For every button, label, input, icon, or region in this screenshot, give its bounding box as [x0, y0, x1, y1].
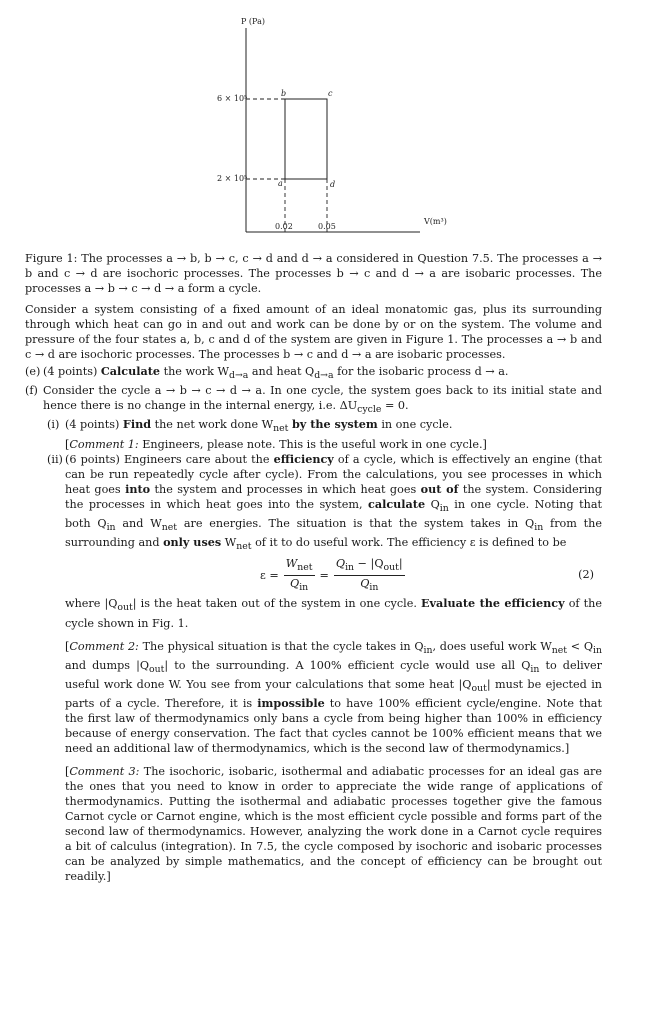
ii-b2: into [125, 481, 151, 496]
comment-1-label: Comment 1: [69, 437, 139, 451]
c2-t5: | to the surrounding. A 100% efficient cycle would use all Q [164, 658, 531, 672]
comment-2-label: Comment 2: [69, 639, 139, 653]
where-s1: out [117, 602, 133, 614]
ii-b1: efficiency [273, 451, 334, 466]
part-f [25, 383, 602, 417]
eq-equals: = [319, 568, 329, 582]
eq-f2-num-a: Q [335, 556, 346, 570]
eq-f2-den: Q [360, 576, 370, 590]
part-i-text-b: in one cycle. [381, 418, 453, 432]
c2-t6: to deliver useful work done W. You see from your calculations that some heat |Q [65, 658, 603, 692]
point-d-label: d [330, 180, 336, 189]
ii-b4: calculate [368, 496, 426, 511]
part-i-bold: by the system [291, 417, 378, 432]
point-a-label: a [278, 179, 283, 188]
intro-paragraph: Consider a system consisting of a fixed amount of an ideal monatomic gas, plus its surrounding through which heat can go in and out and work can be done by or on the system. The volume and pressure of the four states a, b, c and d of the system are given in Figure 1. The processes a → b and c → d are isochoric processes. The processes b → c and d → a are isobaric processes. [25, 303, 602, 361]
part-i-find: Find [122, 417, 152, 432]
ii-t7: and W [122, 516, 162, 530]
part-f-sub: cycle [357, 404, 382, 416]
cycle-rectangle [285, 99, 327, 179]
part-e-verb: Calculate [100, 364, 161, 378]
c2-b1: impossible [257, 696, 325, 711]
where-paragraph [65, 596, 602, 630]
eq-f2-num-sub: in [345, 561, 355, 573]
eq-frac-1 [284, 556, 315, 595]
eq-f2-num-sub2: out [383, 561, 399, 573]
c2-s3: in [593, 644, 602, 656]
c2-t1: The physical situation is that the cycle takes in Q [142, 639, 424, 653]
ii-s8: in [534, 522, 544, 534]
c2-s6: out [471, 683, 487, 695]
c2-s1: in [423, 644, 433, 656]
comment-3-text: The isochoric, isobaric, isothermal and adiabatic processes for an ideal gas are the ones that you need to know in order to appreciate the wide range of applications of thermodynamics. Putting the isothermal and adiabatic processes together give the famous Carnot cycle or Carnot engine, which is the most efficient cycle possible and forms part of the second law of thermodynamics. However, analyzing the work done in a Carnot cycle requires a bit of calculus (integration). In 7.5, the cycle composed by isochoric and isobaric processes can be analyzed by simple mathematics, and the concept of efficiency can be brought out readily. [65, 765, 602, 884]
ii-t8: are energies. The situation is that the system takes in Q [183, 516, 535, 530]
ii-s5: in [439, 502, 449, 514]
ii-t3: the system and processes in which heat goes [154, 482, 417, 496]
figure-caption: Figure 1: The processes a → b, b → c, c → d and d → a considered in Question 7.5. The processes a → b and c → d are isochoric processes. The processes b → c and d → a are isobaric processes. The processes a → b → c → d → a form a cycle. [25, 252, 602, 295]
part-f-ii [47, 452, 602, 555]
part-e-points: (4 points) [43, 365, 98, 378]
eq-f2-den-sub: in [369, 582, 379, 594]
eq-f1-num: W [285, 556, 298, 570]
point-c-label: c [328, 89, 333, 98]
ii-t10: W [224, 536, 237, 550]
part-i-sub: net [273, 423, 289, 435]
c2-t8: to have 100% efficient cycle/engine. Note that the first law of thermodynamics only bans a cycle from being higher than 100% in efficiency because of energy conservation. The fact that cycles cannot be 100% efficient means that we need an additional law of thermodynamics, which is the second law of thermodynamics. [65, 697, 602, 756]
eq-f1-den: Q [290, 576, 300, 590]
eq-f1-num-sub: net [297, 561, 313, 573]
ii-s6: in [106, 522, 116, 534]
eq-lhs: ε = [260, 568, 279, 582]
question-text [25, 251, 602, 884]
part-e-text-a: the work W [163, 365, 229, 378]
part-e-text-c: for the isobaric process d → a. [337, 365, 509, 378]
efficiency-equation [25, 556, 602, 594]
comment-2: [Comment 2: The physical situation is that the cycle takes in $Q_{in}$, does useful work $W_{net} < Q_{in}$ and dumps $|Q_{out}|$ to the surrounding. A 100% efficient cycle would use all $Q_{in}$ to deliver useful work done W. You see from your calculations that some heat $|Q_{out}|$ must be ejected in parts of a cycle. Therefore, it is impossible to have 100% efficient cycle/engine. Note that the first law of thermodynamics only bans a cycle from being higher than 100% in efficiency because of energy conservation. The fact that cycles cannot be 100% efficient means that we need an additional law of thermodynamics, which is the second law of thermodynamics.] [65, 639, 603, 756]
part-ii-label: (ii) [47, 452, 63, 466]
c2-s5: in [530, 664, 540, 676]
part-e-sub-b: d→a [314, 370, 334, 382]
eq-f2-num-b: − |Q [357, 556, 384, 570]
y-axis-label: P (Pa) [241, 17, 265, 26]
part-e-text-b: and heat Q [251, 365, 315, 378]
pv-diagram [0, 0, 654, 245]
part-f-i: (i) (4 points) Find the net work done $W_{net}$ by the system in one cycle. [Comment 1: Engineers, please note. This is the useful work in one cycle.] [47, 417, 487, 451]
where-t3: of the cycle shown in Fig. 1. [65, 597, 602, 630]
where-b1: Evaluate the efficiency [420, 596, 565, 611]
ii-t1: (6 points) Engineers care about the [65, 452, 270, 466]
comment-3-label: Comment 3: [69, 765, 140, 779]
x-tick-005: 0.05 [318, 222, 336, 231]
ii-t11: of it to do useful work. The efficiency ε is defined to be [255, 536, 567, 550]
x-axis-label: V(m³) [424, 217, 447, 226]
c2-t4: and dumps |Q [65, 658, 150, 672]
part-i-points: (4 points) [65, 418, 120, 432]
part-e-sub-a: d→a [228, 370, 249, 382]
c2-t3: < Q [570, 639, 593, 653]
where-t2: | is the heat taken out of the system in one cycle. [132, 597, 417, 611]
part-e [25, 364, 602, 383]
part-f-text-end: = 0. [384, 399, 409, 413]
eq-f2-num-c: | [398, 556, 403, 570]
ii-b9: only uses [163, 535, 222, 550]
c2-t2: , does useful work W [432, 639, 552, 653]
part-i-label: (i) [47, 418, 60, 432]
ii-b3: out of [420, 481, 459, 496]
ii-t9: from the surrounding and [65, 516, 603, 550]
eq-frac-2 [334, 556, 405, 595]
part-f-text: Consider the cycle a → b → c → d → a. In one cycle, the system goes back to its initial state and hence there is no change in the internal energy, i.e. ΔU [43, 384, 602, 413]
y-tick-6e5: 6 × 10⁵ [217, 94, 248, 103]
point-b-label: b [281, 89, 287, 98]
part-i-text-a: the net work done W [154, 418, 274, 432]
where-t1: where |Q [65, 597, 118, 611]
c2-s4: out [149, 664, 165, 676]
eq-f1-den-sub: in [299, 582, 309, 594]
ii-t4: the system. Considering the processes in which heat goes into the system, [65, 482, 602, 511]
part-f-label: (f) [25, 384, 38, 398]
y-tick-2e5: 2 × 10⁵ [217, 174, 248, 183]
ii-t5: Q [430, 497, 440, 511]
part-e-label: (e) [25, 365, 41, 378]
ii-s10: net [236, 541, 252, 553]
equation-number: (2) [578, 568, 594, 582]
ii-t6: in one cycle. Noting that both Q [65, 497, 603, 530]
c2-s2: net [551, 644, 567, 656]
c2-t7: | must be ejected in parts of a cycle. Therefore, it is [65, 678, 602, 711]
comment-1-text: Engineers, please note. This is the useful work in one cycle. [142, 437, 483, 451]
comment-3: [Comment 3: The isochoric, isobaric, isothermal and adiabatic processes for an ideal gas are the ones that you need to know in order to appreciate the wide range of applications of thermodynamics. Putting the isothermal and adiabatic processes together give the famous Carnot cycle or Carnot engine, which is the most efficient cycle possible and forms part of the second law of thermodynamics. However, analyzing the work done in a Carnot cycle requires a bit of calculus (integration). In 7.5, the cycle composed by isochoric and isobaric processes can be analyzed by simple mathematics, and the concept of efficiency can be brought out readily.] [65, 765, 602, 884]
ii-s7: net [161, 522, 178, 534]
x-tick-002: 0.02 [275, 222, 293, 231]
ii-t2: of a cycle, which is effectively an engine (that can be run repeatedly cycle after cycle). From the calculations, you see processes in which heat goes [65, 452, 603, 496]
